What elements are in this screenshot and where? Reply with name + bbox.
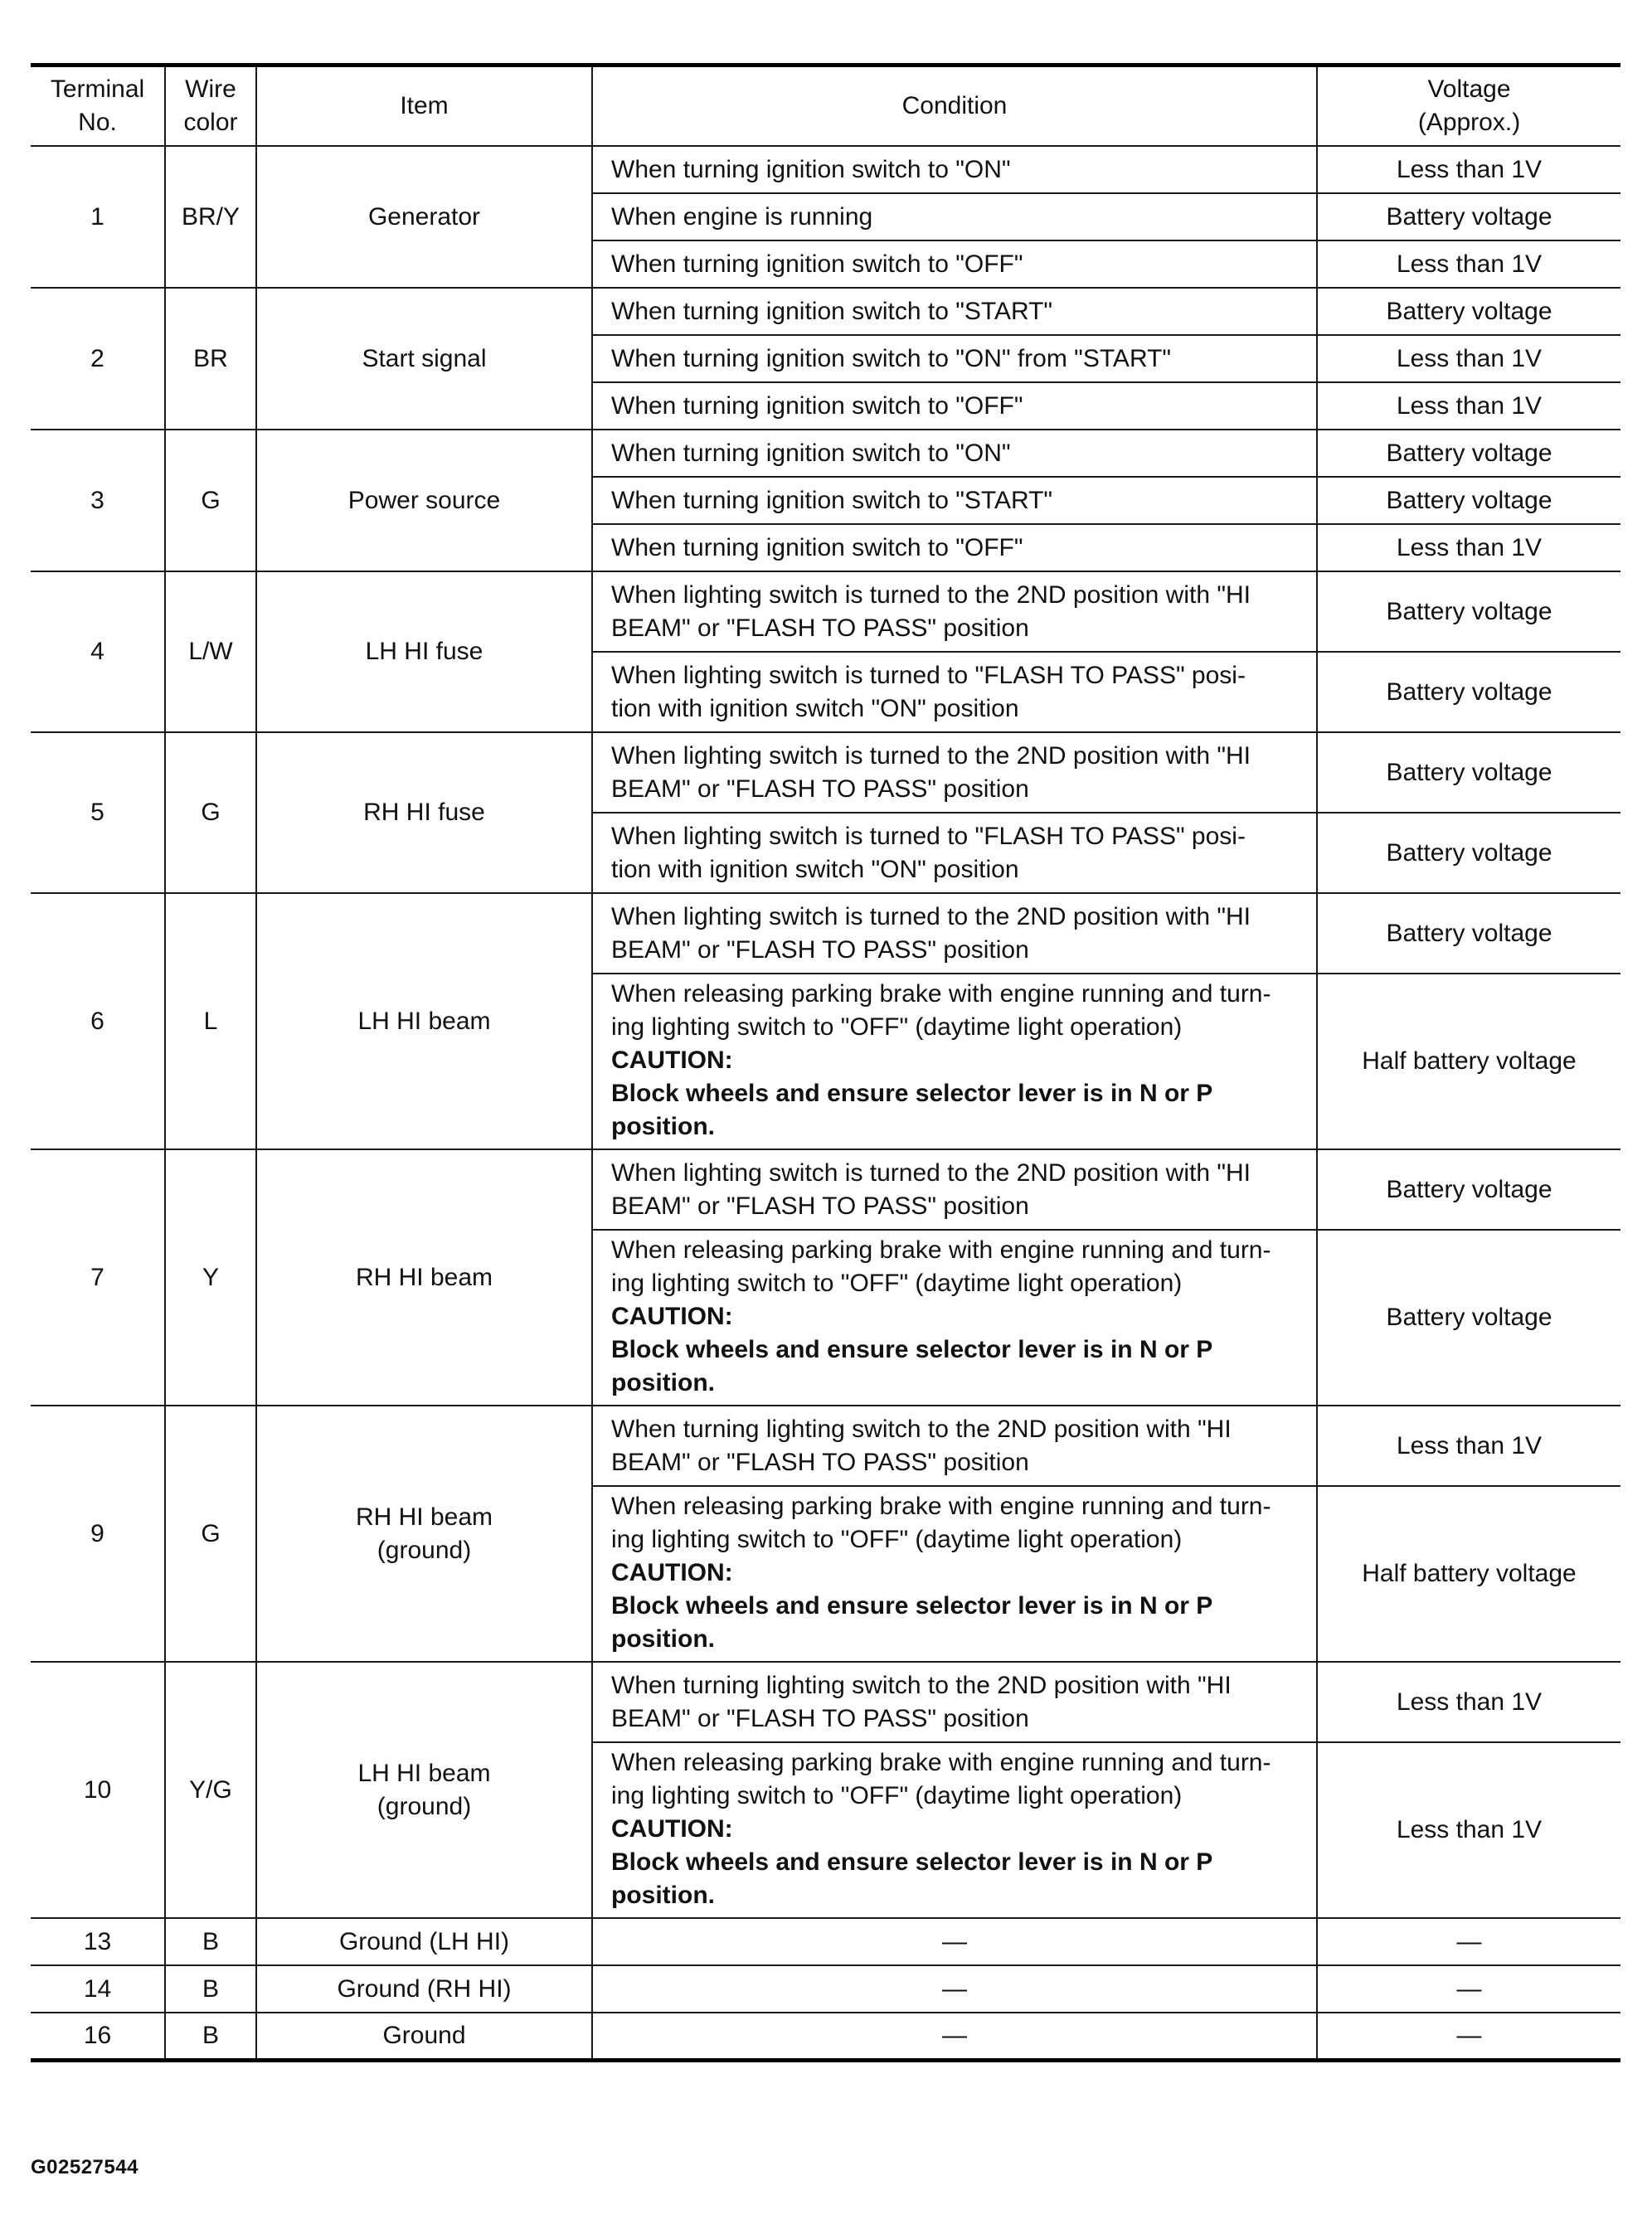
condition-cell: — [592, 1918, 1317, 1965]
condition-line: When lighting switch is turned to the 2ND position with "HI [611, 580, 1251, 609]
caution-text: Block wheels and ensure selector lever is in N or P [611, 1336, 1213, 1363]
terminal-no-cell: 13 [31, 1918, 165, 1965]
condition-cell: When turning ignition switch to "OFF" [592, 382, 1317, 430]
condition-cell [592, 571, 1317, 652]
condition-cell [592, 1486, 1317, 1662]
voltage-cell: — [1317, 1918, 1620, 1965]
item-cell: RH HI beam [256, 1149, 592, 1406]
voltage-cell: Battery voltage [1317, 193, 1620, 240]
item-line: RH HI beam [355, 1503, 493, 1531]
wire-color-cell: B [165, 2013, 256, 2060]
wire-color-cell: BR [165, 288, 256, 430]
condition-line: BEAM" or "FLASH TO PASS" position [611, 935, 1029, 964]
item-cell: LH HI fuse [256, 571, 592, 732]
caution-label: CAUTION: [611, 1047, 733, 1074]
condition-cell [592, 652, 1317, 732]
header-terminal-line2: No. [78, 109, 117, 136]
wire-color-cell: Y [165, 1149, 256, 1406]
header-item: Item [256, 66, 592, 147]
voltage-cell: Less than 1V [1317, 335, 1620, 382]
caution-text: Block wheels and ensure selector lever is in N or P [611, 1592, 1213, 1620]
table-row [31, 732, 1620, 813]
condition-cell [592, 1149, 1317, 1230]
voltage-cell: — [1317, 2013, 1620, 2060]
condition-line: ing lighting switch to "OFF" (daytime light operation) [611, 1270, 1183, 1297]
voltage-cell: Battery voltage [1317, 652, 1620, 732]
item-line: (ground) [377, 1792, 472, 1820]
condition-cell: When turning ignition switch to "ON" [592, 430, 1317, 477]
terminal-no-cell: 1 [31, 146, 165, 288]
table-row [31, 146, 1620, 193]
header-wire-line1: Wire [185, 75, 236, 103]
item-cell: Ground [256, 2013, 592, 2060]
voltage-cell: Half battery voltage [1317, 1486, 1620, 1662]
item-cell: Ground (LH HI) [256, 1918, 592, 1965]
caution-label: CAUTION: [611, 1559, 733, 1586]
item-cell: Ground (RH HI) [256, 1965, 592, 2013]
caution-text: position. [611, 1113, 715, 1140]
table-row [31, 2013, 1620, 2060]
condition-line: When turning lighting switch to the 2ND position with "HI [611, 1415, 1232, 1443]
item-cell: Start signal [256, 288, 592, 430]
condition-cell: When turning ignition switch to "ON" from "START" [592, 335, 1317, 382]
wire-color-cell: G [165, 430, 256, 571]
condition-cell: When engine is running [592, 193, 1317, 240]
caution-text: position. [611, 1625, 715, 1653]
condition-line: BEAM" or "FLASH TO PASS" position [611, 614, 1029, 642]
terminal-voltage-table [31, 63, 1620, 2062]
terminal-no-cell: 9 [31, 1406, 165, 1662]
terminal-no-cell: 6 [31, 893, 165, 1149]
condition-line: When lighting switch is turned to "FLASH TO PASS" posi- [611, 661, 1246, 689]
condition-cell: When turning ignition switch to "START" [592, 477, 1317, 524]
condition-line: When lighting switch is turned to the 2ND position with "HI [611, 902, 1251, 930]
voltage-cell: Battery voltage [1317, 571, 1620, 652]
condition-line: When lighting switch is turned to the 2ND position with "HI [611, 741, 1251, 770]
item-cell [256, 1662, 592, 1918]
condition-cell [592, 732, 1317, 813]
item-line: (ground) [377, 1536, 472, 1564]
wire-color-cell: BR/Y [165, 146, 256, 288]
voltage-cell: Less than 1V [1317, 382, 1620, 430]
item-cell: RH HI fuse [256, 732, 592, 893]
condition-line: BEAM" or "FLASH TO PASS" position [611, 775, 1029, 803]
condition-cell: When turning ignition switch to "OFF" [592, 240, 1317, 288]
terminal-no-cell: 14 [31, 1965, 165, 2013]
condition-line: tion with ignition switch "ON" position [611, 694, 1019, 722]
voltage-cell: Battery voltage [1317, 430, 1620, 477]
header-wire-line2: color [183, 109, 238, 136]
condition-line: When lighting switch is turned to the 2ND position with "HI [611, 1158, 1251, 1187]
condition-cell: When turning ignition switch to "OFF" [592, 524, 1317, 571]
item-cell [256, 1406, 592, 1662]
wire-color-cell: Y/G [165, 1662, 256, 1918]
wire-color-cell: L [165, 893, 256, 1149]
voltage-cell: Battery voltage [1317, 1149, 1620, 1230]
condition-line: BEAM" or "FLASH TO PASS" position [611, 1192, 1029, 1220]
table-row [31, 571, 1620, 652]
caution-text: Block wheels and ensure selector lever is in N or P [611, 1848, 1213, 1876]
voltage-cell: Battery voltage [1317, 813, 1620, 893]
condition-line: BEAM" or "FLASH TO PASS" position [611, 1448, 1029, 1476]
table-row [31, 1149, 1620, 1230]
wire-color-cell: G [165, 732, 256, 893]
condition-cell [592, 813, 1317, 893]
voltage-cell: Battery voltage [1317, 1230, 1620, 1406]
condition-line: tion with ignition switch "ON" position [611, 855, 1019, 883]
voltage-cell: Battery voltage [1317, 893, 1620, 974]
header-terminal-no [31, 66, 165, 147]
condition-line: When lighting switch is turned to "FLASH TO PASS" posi- [611, 822, 1246, 850]
condition-cell [592, 893, 1317, 974]
table-row [31, 1406, 1620, 1486]
condition-line: When releasing parking brake with engine running and turn- [611, 1749, 1271, 1776]
condition-line: When releasing parking brake with engine running and turn- [611, 1493, 1271, 1520]
caution-label: CAUTION: [611, 1815, 733, 1843]
table-body [31, 146, 1620, 2060]
voltage-cell: Less than 1V [1317, 1662, 1620, 1742]
condition-cell: — [592, 2013, 1317, 2060]
wire-color-cell: L/W [165, 571, 256, 732]
voltage-cell: Half battery voltage [1317, 974, 1620, 1149]
figure-id: G02527544 [31, 2156, 138, 2178]
terminal-no-cell: 3 [31, 430, 165, 571]
terminal-no-cell: 7 [31, 1149, 165, 1406]
voltage-cell: Battery voltage [1317, 477, 1620, 524]
item-cell: LH HI beam [256, 893, 592, 1149]
table-row [31, 1662, 1620, 1742]
condition-cell [592, 1662, 1317, 1742]
table-row [31, 1918, 1620, 1965]
caution-text: position. [611, 1882, 715, 1909]
condition-cell [592, 1230, 1317, 1406]
condition-cell: When turning ignition switch to "START" [592, 288, 1317, 335]
condition-line: When releasing parking brake with engine running and turn- [611, 980, 1271, 1008]
header-terminal-line1: Terminal [50, 75, 145, 103]
condition-cell: — [592, 1965, 1317, 2013]
wire-color-cell: B [165, 1965, 256, 2013]
wire-color-cell: G [165, 1406, 256, 1662]
wire-color-cell: B [165, 1918, 256, 1965]
condition-line: ing lighting switch to "OFF" (daytime light operation) [611, 1782, 1183, 1809]
condition-cell [592, 1742, 1317, 1918]
table-row [31, 1965, 1620, 2013]
voltage-cell: Less than 1V [1317, 240, 1620, 288]
condition-cell: When turning ignition switch to "ON" [592, 146, 1317, 193]
terminal-no-cell: 10 [31, 1662, 165, 1918]
condition-cell [592, 1406, 1317, 1486]
terminal-no-cell: 4 [31, 571, 165, 732]
caution-text: position. [611, 1369, 715, 1396]
item-cell: Power source [256, 430, 592, 571]
voltage-cell: Less than 1V [1317, 1406, 1620, 1486]
voltage-cell: Less than 1V [1317, 524, 1620, 571]
table-row [31, 288, 1620, 335]
terminal-no-cell: 5 [31, 732, 165, 893]
header-condition: Condition [592, 66, 1317, 147]
condition-line: ing lighting switch to "OFF" (daytime light operation) [611, 1526, 1183, 1553]
header-voltage-line2: (Approx.) [1417, 109, 1521, 136]
header-wire-color [165, 66, 256, 147]
caution-label: CAUTION: [611, 1303, 733, 1330]
terminal-no-cell: 2 [31, 288, 165, 430]
condition-line: When releasing parking brake with engine running and turn- [611, 1236, 1271, 1264]
header-row [31, 66, 1620, 147]
item-cell: Generator [256, 146, 592, 288]
condition-line: BEAM" or "FLASH TO PASS" position [611, 1704, 1029, 1732]
voltage-cell: Less than 1V [1317, 146, 1620, 193]
voltage-cell: Battery voltage [1317, 732, 1620, 813]
voltage-cell: — [1317, 1965, 1620, 2013]
condition-cell [592, 974, 1317, 1149]
header-voltage-line1: Voltage [1427, 75, 1511, 103]
table-row [31, 893, 1620, 974]
terminal-no-cell: 16 [31, 2013, 165, 2060]
voltage-cell: Less than 1V [1317, 1742, 1620, 1918]
table-row [31, 430, 1620, 477]
item-line: LH HI beam [357, 1759, 491, 1787]
condition-line: When turning lighting switch to the 2ND position with "HI [611, 1671, 1232, 1699]
caution-text: Block wheels and ensure selector lever is in N or P [611, 1080, 1213, 1107]
voltage-cell: Battery voltage [1317, 288, 1620, 335]
header-voltage [1317, 66, 1620, 147]
condition-line: ing lighting switch to "OFF" (daytime light operation) [611, 1013, 1183, 1041]
